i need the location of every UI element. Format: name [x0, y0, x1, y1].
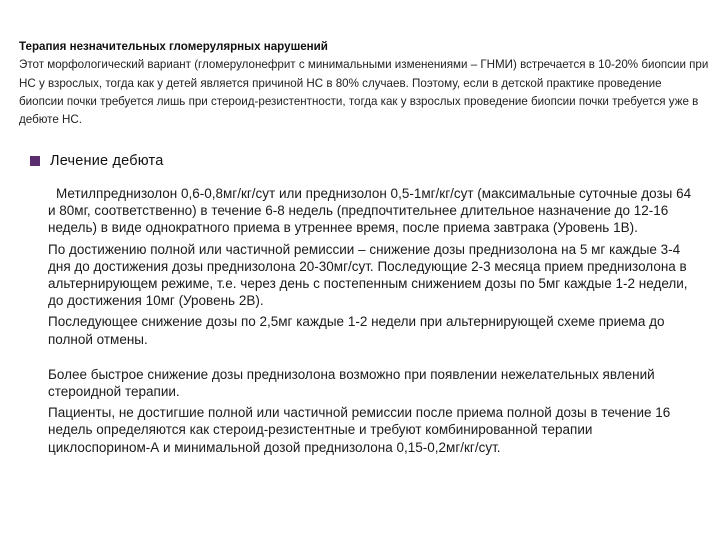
square-bullet-icon	[30, 156, 40, 166]
paragraph-further-reduction: Последующее снижение дозы по 2,5мг каждые 1-2 недели при альтернирующей схеме приема до полной отмены.	[48, 314, 665, 347]
paragraph-dose-reduction: По достижению полной или частичной ремиссии – снижение дозы преднизолона на 5 мг каждые 3-4 дня до достижения дозы преднизолона 20-30мг/сут. Последующие 2-3 месяца прием преднизолона в альтернирующем режиме, т.е. через день с постепенным снижением дозы по 5мг каждые 1-2 недели, до достижения 10мг (Уровень 2В).	[48, 241, 688, 309]
section-heading: Лечение дебюта	[50, 153, 164, 169]
section-body	[48, 185, 698, 460]
intro-text: Этот морфологический вариант (гломерулонефрит с минимальными изменениями – ГНМИ) встречается в 10-20% биопсии при НС у взрослых, тогда как у детей является причиной НС в 80% случаев. Поэтому, если в детской практике проведение биопсии почки требуется лишь при стероид-резистентности, тогда как у взрослых проведение биопсии почки требуется уже в дебюте НС.	[19, 58, 709, 127]
intro-title: Терапия незначительных гломерулярных нарушений	[19, 40, 328, 53]
paragraph-faster-reduction: Более быстрое снижение дозы преднизолона возможно при появлении нежелательных явлений стероидной терапии.	[48, 366, 655, 400]
paragraph-initial-dosing: Метилпреднизолон 0,6-0,8мг/кг/сут или преднизолон 0,5-1мг/кг/сут (максимальные суточные дозы 64 и 80мг, соответственно) в течение 6-8 недель (предпочтительнее длительное назначение до 12-16 недель) в виде однократного приема в утреннее время, после приема завтрака (Уровень 1В).	[48, 186, 692, 236]
section-header	[30, 150, 700, 172]
paragraph-steroid-resistance: Пациенты, не достигшие полной или частичной ремиссии после приема полной дозы в течение 16 недель определяются как стероид-резистентные и требуют комбинированной терапии циклоспорином-А и минимальной дозой преднизолона 0,15-0,2мг/кг/сут.	[48, 405, 671, 455]
section-heading-row	[30, 150, 700, 172]
intro-block	[19, 38, 709, 129]
